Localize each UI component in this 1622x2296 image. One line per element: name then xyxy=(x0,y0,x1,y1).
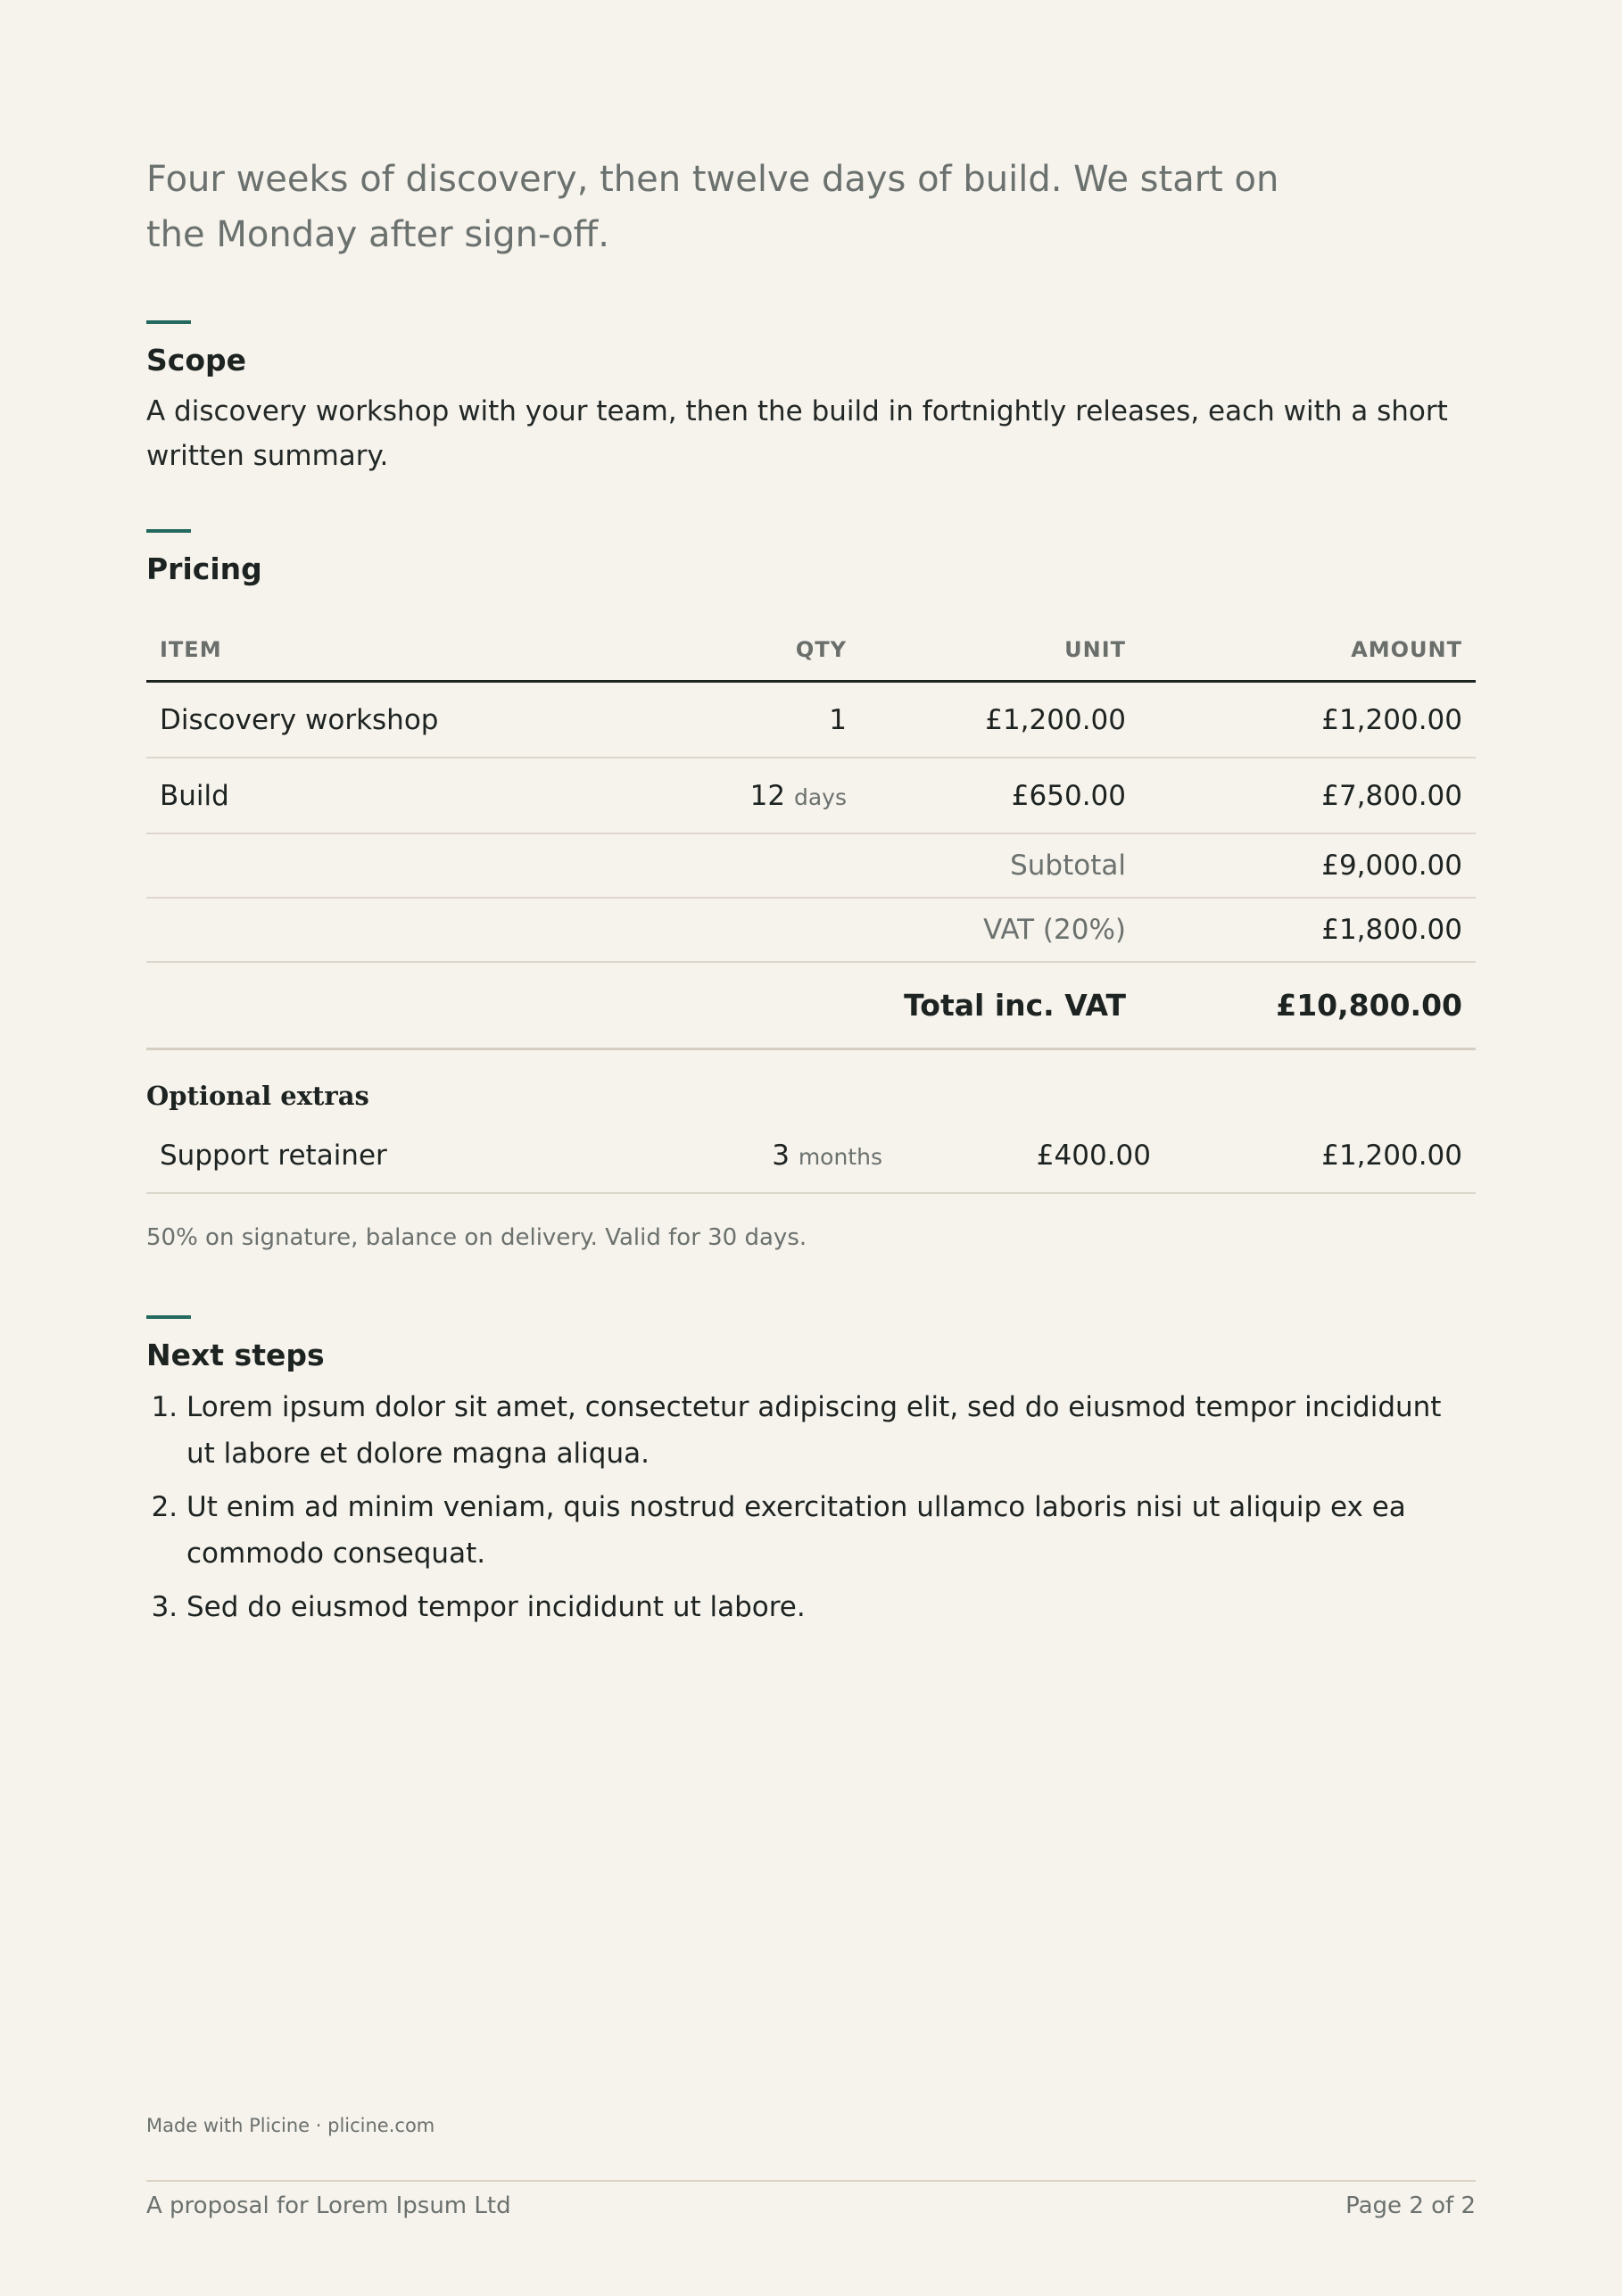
qty-unit: days xyxy=(793,783,847,810)
total-value: £10,800.00 xyxy=(1139,962,1476,1049)
vat-value: £1,800.00 xyxy=(1139,898,1476,962)
total-row xyxy=(146,962,1476,1049)
table-row xyxy=(146,1118,1476,1193)
scope-title: Scope xyxy=(146,343,247,377)
pricing-header-row xyxy=(146,619,1476,682)
list-item: 3. Sed do eiusmod tempor incididunt ut labore. xyxy=(186,1584,1476,1630)
row-item: Discovery workshop xyxy=(146,682,682,758)
header-item: ITEM xyxy=(146,619,682,682)
next-steps-title: Next steps xyxy=(146,1338,325,1372)
section-rule xyxy=(146,529,191,533)
next-steps-list xyxy=(146,1384,1476,1630)
qty-value: 12 xyxy=(749,779,786,812)
scope-body: A discovery workshop with your team, then the build in fortnightly releases, each with a short written summary. xyxy=(146,395,1448,472)
footer-page-number: Page 2 of 2 xyxy=(1345,2192,1476,2219)
row-qty xyxy=(682,682,860,758)
table-row xyxy=(146,758,1476,833)
footer-divider xyxy=(146,2180,1476,2182)
intro-text: Four weeks of discovery, then twelve days of build. We start on the Monday after sign-off. xyxy=(146,159,1279,255)
row-item: Support retainer xyxy=(146,1118,682,1193)
row-amount: £1,200.00 xyxy=(1164,1118,1476,1193)
extras-table xyxy=(146,1118,1476,1194)
qty-value: 3 xyxy=(772,1139,790,1172)
pricing-section xyxy=(146,529,1476,1251)
payment-terms-note: 50% on signature, balance on delivery. Valid for 30 days. xyxy=(146,1224,807,1251)
row-unit: £650.00 xyxy=(860,758,1139,833)
subtotal-label: Subtotal xyxy=(860,833,1139,898)
footer-proposal-for: A proposal for Lorem Ipsum Ltd xyxy=(146,2192,511,2219)
header-unit: UNIT xyxy=(860,619,1139,682)
vat-row xyxy=(146,898,1476,962)
optional-extras-title: Optional extras xyxy=(146,1081,369,1111)
section-rule xyxy=(146,1315,191,1319)
pricing-table xyxy=(146,619,1476,1050)
next-steps-section xyxy=(146,1315,1476,1637)
list-item: 1. Lorem ipsum dolor sit amet, consectetur adipiscing elit, sed do eiusmod tempor incididunt ut labore et dolore magna aliqua. xyxy=(186,1384,1476,1477)
row-amount: £7,800.00 xyxy=(1139,758,1476,833)
row-amount: £1,200.00 xyxy=(1139,682,1476,758)
proposal-page xyxy=(146,0,1476,2296)
subtotal-row xyxy=(146,833,1476,898)
header-qty: QTY xyxy=(682,619,860,682)
scope-section xyxy=(146,320,1476,478)
qty-unit: months xyxy=(798,1143,882,1170)
row-unit: £1,200.00 xyxy=(860,682,1139,758)
made-with-credit: Made with Plicine · plicine.com xyxy=(146,2115,435,2136)
row-unit: £400.00 xyxy=(896,1118,1164,1193)
list-item: 2. Ut enim ad minim veniam, quis nostrud exercitation ullamco laboris nisi ut aliquip ex ea commodo consequat. xyxy=(186,1484,1476,1577)
pricing-title: Pricing xyxy=(146,551,262,586)
header-amount: AMOUNT xyxy=(1139,619,1476,682)
vat-label: VAT (20%) xyxy=(860,898,1139,962)
row-qty xyxy=(682,1118,896,1193)
table-row xyxy=(146,682,1476,758)
row-item: Build xyxy=(146,758,682,833)
total-label: Total inc. VAT xyxy=(860,962,1139,1049)
section-rule xyxy=(146,320,191,324)
subtotal-value: £9,000.00 xyxy=(1139,833,1476,898)
qty-value: 1 xyxy=(829,703,847,736)
row-qty xyxy=(682,758,860,833)
